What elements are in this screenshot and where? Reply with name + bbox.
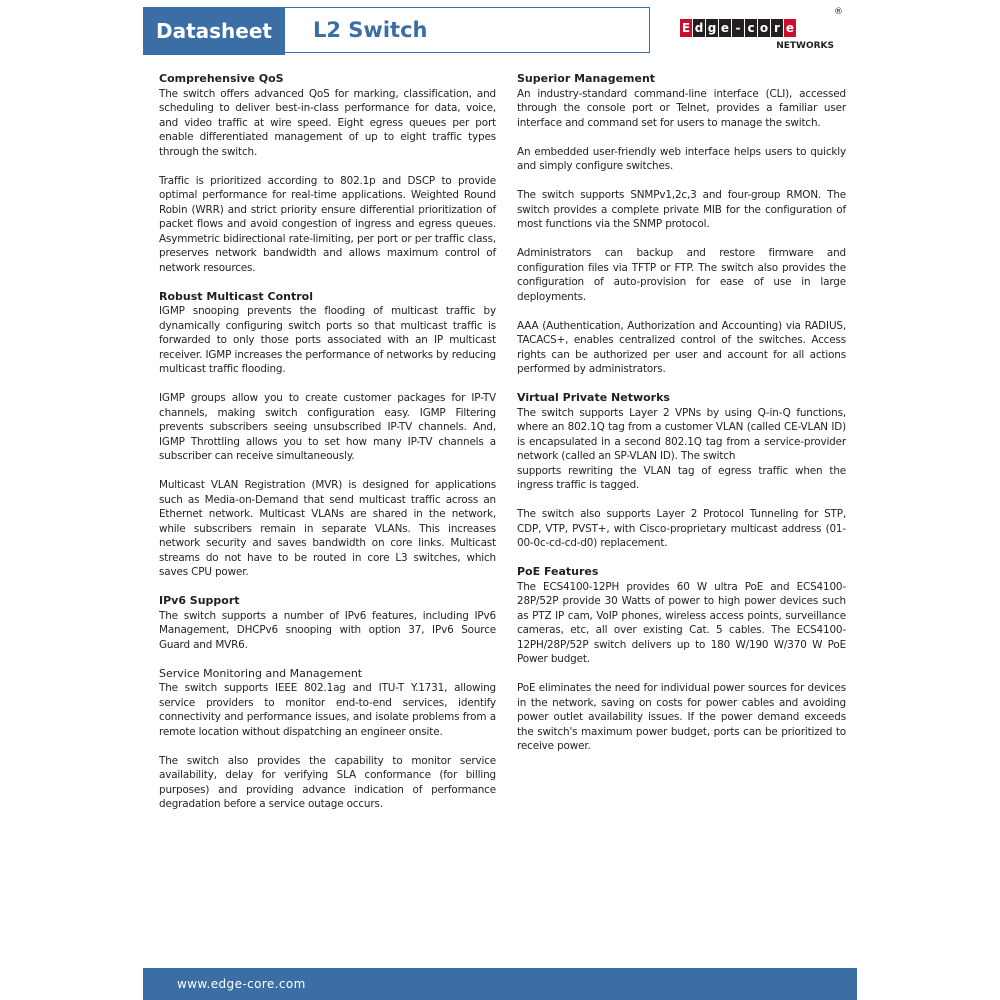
logo-letter: g [707,21,717,35]
logo-letter: e [720,21,730,35]
section-heading: Service Monitoring and Management [159,666,363,680]
section-heading: Superior Management [517,72,656,85]
edgecore-logo [678,7,848,55]
left-column [159,72,496,826]
logo-letter: d [694,21,704,35]
logo-letter: E [681,21,691,35]
right-column [517,72,846,768]
paragraph: Traffic is prioritized according to 802.1p and DSCP to provide optimal performance for real-time applications. Weighted Round Robin (WRR) and strict priority ensure differential prioritization of packet flows and avoid congestion of ingress and egress queues. Asymmetric bidirectional rate-limiting, per port or per traffic class, preserves network bandwidth and allows maximum control of network resources. [159,174,496,274]
paragraph: An industry-standard command-line interface (CLI), accessed through the console port or Telnet, provides a familiar user interface and command set for users to manage the switch. [517,87,846,129]
paragraph: IGMP snooping prevents the flooding of multicast traffic by dynamically configuring switch ports so that multicast traffic is forwarded to only those ports associated with an IP multicast receiver. IGMP increases the performance of networks by reducing multicast traffic flooding. [159,305,496,375]
section-heading: Robust Multicast Control [159,289,313,303]
section-heading: IPv6 Support [159,594,240,607]
logo-letter: r [771,19,783,37]
logo-letter: - [732,19,744,37]
logo-letter: e [785,21,795,35]
logo-letters [680,19,796,37]
section-heading: PoE Features [517,565,599,578]
page-title: L2 Switch [285,7,650,53]
footer-url[interactable]: www.edge-core.com [177,977,306,991]
paragraph: Multicast VLAN Registration (MVR) is designed for applications such as Media-on-Demand that send multicast traffic across an Ethernet network. Multicast VLANs are shared in the network, while subscribers remain in separate VLANs. This increases network security and saves bandwidth on core links. Multicast streams do not have to be routed in core L3 switches, which saves CPU power. [159,479,496,578]
paragraph: AAA (Authentication, Authorization and Accounting) via RADIUS, TACACS+, enables centralized control of the switches. Access rights can be authorized per user and account for all actions performed by administrators. [517,319,846,375]
paragraph: IGMP groups allow you to create customer packages for IP-TV channels, making switch configuration easy. IGMP Filtering prevents subscribers seeing unsubscribed IP-TV channels. And, IGMP Throttling allows you to set how many IP-TV channels a subscriber can receive simultaneously. [159,392,496,462]
paragraph: The switch offers advanced QoS for marking, classification, and scheduling to deliver best-in-class performance for data, voice, and video traffic at wire speed. Eight egress queues per port enable differentiated management of up to eight traffic types through the switch. [159,87,496,158]
logo-letter: c [745,19,757,37]
section-heading: Comprehensive QoS [159,72,284,85]
paragraph: The ECS4100-12PH provides 60 W ultra PoE and ECS4100-28P/52P provide 30 Watts of power to high power devices such as PTZ IP cam, VoIP phones, wireless access points, surveillance cameras, etc, all over existing Cat. 5 cables. The ECS4100-12PH/28P/52P switch delivers up to 180 W/190 W/370 W PoE Power budget. [517,580,846,665]
section-heading: Virtual Private Networks [517,391,670,404]
paragraph: The switch supports IEEE 802.1ag and ITU-T Y.1731, allowing service providers to monitor end-to-end services, identify connectivity and performance issues, and isolate problems from a remote location without dispatching an engineer onsite. [159,682,496,738]
footer-bar [143,968,857,1000]
paragraph: Administrators can backup and restore firmware and configuration files via TFTP or FTP. The switch also provides the configuration of auto-provision for ease of use in large deployments. [517,247,846,303]
paragraph: The switch supports Layer 2 VPNs by using Q-in-Q functions, where an 802.1Q tag from a customer VLAN (called CE-VLAN ID) is encapsulated in a second 802.1Q tag from a service-provider network (called an SP-VLAN ID). The switch [517,406,846,462]
paragraph: An embedded user-friendly web interface helps users to quickly and simply configure switches. [517,145,846,172]
registered-mark: ® [834,7,843,17]
logo-subtitle: NETWORKS [776,41,834,51]
paragraph: PoE eliminates the need for individual power sources for devices in the network, saving on costs for power cables and avoiding power outlet availability issues. If the power demand exceeds the switch's maximum power budget, ports can be prioritized to receive power. [517,682,846,752]
paragraph: The switch also supports Layer 2 Protocol Tunneling for STP, CDP, VTP, PVST+, with Cisco-proprietary multicast address (01-00-0c-cd-cd-d0) replacement. [517,508,846,549]
datasheet-tab: Datasheet [143,7,285,55]
paragraph: The switch supports SNMPv1,2c,3 and four-group RMON. The switch provides a complete private MIB for the configuration of most functions via the SNMP protocol. [517,189,846,230]
paragraph: supports rewriting the VLAN tag of egress traffic when the ingress traffic is tagged. [517,464,846,491]
paragraph: The switch supports a number of IPv6 features, including IPv6 Management, DHCPv6 snooping with option 37, IPv6 Source Guard and MVR6. [159,609,496,651]
logo-letter: o [759,21,769,35]
paragraph: The switch also provides the capability to monitor service availability, delay for verifying SLA conformance (for billing purposes) and providing advance indication of performance degradation before a service outage occurs. [159,754,496,810]
